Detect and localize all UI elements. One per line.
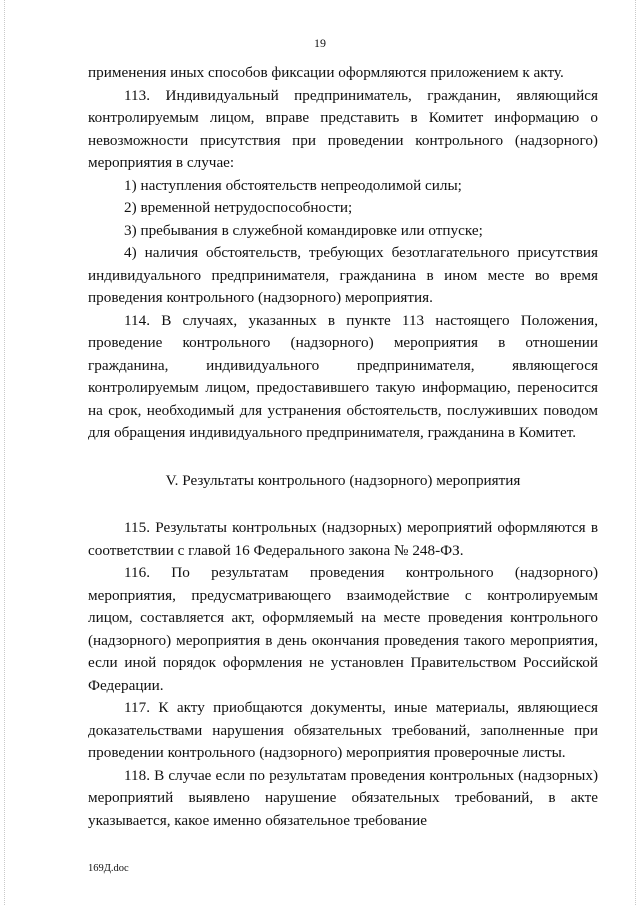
document-body: [88, 62, 598, 832]
list-item-4: 4) наличия обстоятельств, требующих безотлагательного присутствия индивидуального предпринимателя, гражданина в ином месте во время проведения контрольного (надзорного) мероприятия.: [88, 244, 598, 306]
page-number: 19: [314, 36, 326, 50]
footer-filename: 169Д.doc: [88, 863, 129, 874]
list-item-3: 3) пребывания в служебной командировке или отпуске;: [124, 221, 483, 239]
paragraph-113: 113. Индивидуальный предприниматель, гражданин, являющийся контролируемым лицом, вправе представить в Комитет информацию о невозможности присутствия при проведении контрольного (надзорного) мероприятия в случае:: [88, 86, 598, 171]
scan-edge-right: [635, 0, 636, 905]
paragraph-116: 116. По результатам проведения контрольного (надзорного) мероприятия, предусматривающего взаимодействие с контролируемым лицом, составляется акт, оформляемый на месте проведения контрольного (надзорного) мероприятия в день окончания проведения такого мероприятия, если иной порядок оформления не установлен Правительством Российской Федерации.: [88, 564, 598, 694]
paragraph-continuation: применения иных способов фиксации оформляются приложением к акту.: [88, 64, 564, 81]
scan-edge-left: [4, 0, 5, 905]
list-item-2: 2) временной нетрудоспособности;: [124, 199, 353, 216]
list-item-1: 1) наступления обстоятельств непреодолимой силы;: [124, 176, 462, 194]
paragraph-114: 114. В случаях, указанных в пункте 113 настоящего Положения, проведение контрольного (надзорного) мероприятия в отношении гражданина, индивидуального предпринимателя, являющегося контролируемым лицом, предоставившего такую информацию, переносится на срок, необходимый для устранения обстоятельств, послуживших поводом для обращения индивидуального предпринимателя, гражданина в Комитет.: [88, 311, 598, 441]
paragraph-118: 118. В случае если по результатам проведения контрольных (надзорных) мероприятий выявлено нарушение обязательных требований, в акте указывается, какое именно обязательное требование: [88, 766, 598, 829]
section-heading: V. Результаты контрольного (надзорного) мероприятия: [165, 471, 521, 489]
paragraph-115: 115. Результаты контрольных (надзорных) мероприятий оформляются в соответствии с главой 16 Федерального закона № 248-ФЗ.: [88, 519, 598, 559]
paragraph-117: 117. К акту приобщаются документы, иные материалы, являющиеся доказательствами нарушения обязательных требований, заполненные при проведении контрольного (надзорного) мероприятия проверочные листы.: [88, 699, 598, 761]
